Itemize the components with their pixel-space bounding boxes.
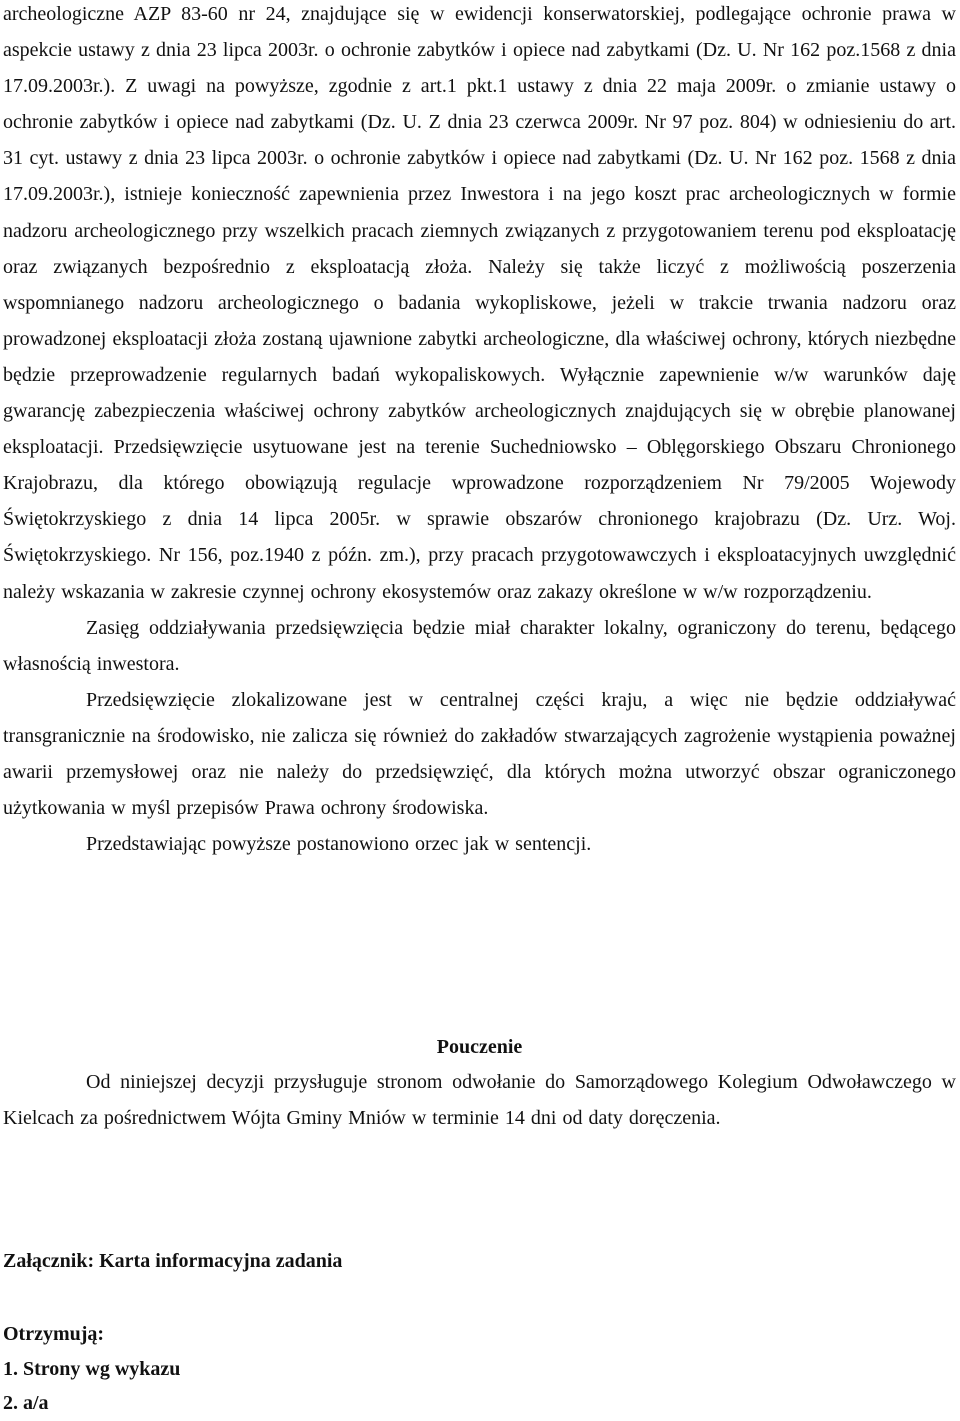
recipient-item: 2. a/a (3, 1392, 49, 1414)
document-body (3, 0, 956, 862)
attachment-label: Załącznik: Karta informacyjna zadania (3, 1250, 343, 1272)
paragraph-heritage-protection: archeologiczne AZP 83-60 nr 24, znajdujące się w ewidencji konserwatorskiej, podlegające ochronie prawa w aspekcie ustawy z dnia 23 lipca 2003r. o ochronie zabytków i opiece nad zabytkami (Dz. U. Nr 162 poz.1568 z dnia 17.09.2003r.). Z uwagi na powyższe, zgodnie z art.1 pkt.1 ustawy z dnia 22 maja 2009r. o zmianie ustawy o ochronie zabytków i opiece nad zabytkami (Dz. U. Z dnia 23 czerwca 2009r. Nr 97 poz. 804) w odniesieniu do art. 31 cyt. ustawy z dnia 23 lipca 2003r. o ochronie zabytków i opiece nad zabytkami (Dz. U. Nr 162 poz. 1568 z dnia 17.09.2003r.), istnieje konieczność zapewnienia przez Inwestora i na jego koszt prac archeologicznych w formie nadzoru archeologicznego przy wszelkich pracach ziemnych związanych z przygotowaniem terenu pod eksploatację oraz związanych bezpośrednio z eksploatacją złoża. Należy się także liczyć z możliwością poszerzenia wspomnianego nadzoru archeologicznego o badania wykopliskowe, jeżeli w trakcie trwania nadzoru oraz prowadzonej eksploatacji złoża zostaną ujawnione zabytki archeologiczne, dla właściwej ochrony, których niezbędne będzie przeprowadzenie regularnych badań wykopaliskowych. Wyłącznie zapewnienie w/w warunków daję gwarancję zabezpieczenia właściwej ochrony zabytków archeologicznych znajdujących się w obrębie planowanej eksploatacji. Przedsięwzięcie usytuowane jest na terenie Suchedniowsko – Oblęgorskiego Obszaru Chronionego Krajobrazu, dla którego obowiązują regulacje wprowadzone rozporządzeniem Nr 79/2005 Wojewody Świętokrzyskiego z dnia 14 lipca 2005r. w sprawie obszarów chronionego krajobrazu (Dz. Urz. Woj. Świętokrzyskiego. Nr 156, poz.1940 z późn. zm.), przy pracach przygotowawczych i eksploatacyjnych uwzględnić należy wskazania w zakresie czynnej ochrony ekosystemów oraz zakazy określone w w/w rozporządzeniu. (3, 3, 956, 603)
recipient-item: 1. Strony wg wykazu (3, 1358, 181, 1380)
pouczenie-text: Od niniejszej decyzji przysługuje stronom odwołanie do Samorządowego Kolegium Odwoławczego w Kielcach za pośrednictwem Wójta Gminy Mniów w terminie 14 dni od daty doręczenia. (3, 1071, 956, 1130)
paragraph-impact-range: Zasięg oddziaływania przedsięwzięcia będzie miał charakter lokalny, ograniczony do terenu, będącego własnością inwestora. (3, 616, 956, 675)
pouczenie-heading: Pouczenie (436, 1036, 523, 1058)
recipients-heading: Otrzymują: (3, 1323, 105, 1345)
paragraph-conclusion: Przedstawiając powyższe postanowiono orzec jak w sentencji. (86, 833, 592, 856)
paragraph-location: Przedsięwzięcie zlokalizowane jest w centralnej części kraju, a więc nie będzie oddziaływać transgranicznie na środowisko, nie zalicza się również do zakładów stwarzających zagrożenie wystąpienia poważnej awarii przemysłowej oraz nie należy do przedsięwzięć, dla których można utworzyć obszar ograniczonego użytkowania w myśl przepisów Prawa ochrony środowiska. (3, 688, 956, 820)
